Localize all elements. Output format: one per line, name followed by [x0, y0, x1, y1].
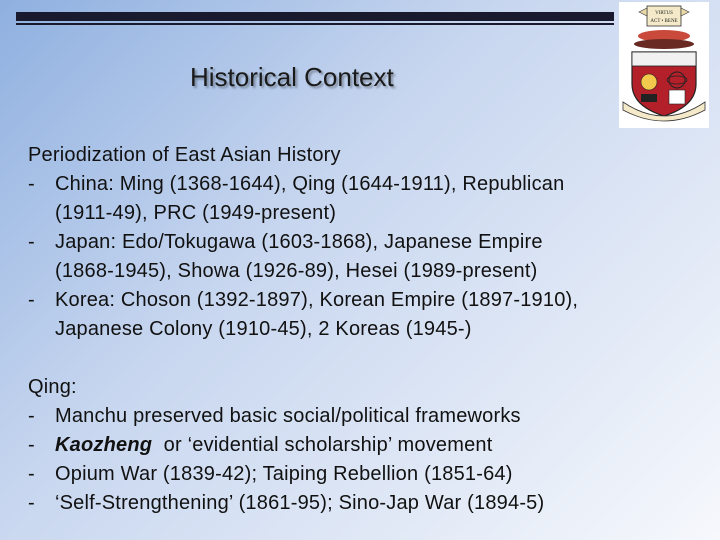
- header-rule-thin: [16, 23, 614, 25]
- bullet-dash: -: [28, 173, 35, 195]
- bullet-dash: -: [28, 289, 35, 311]
- list-item: [28, 402, 708, 431]
- bullet-dash: -: [28, 463, 35, 485]
- section-heading-qing: Qing:: [28, 376, 77, 398]
- list-item-text: Japan: Edo/Tokugawa (1603-1868), Japanese Empire: [55, 231, 543, 253]
- slide-body: [28, 141, 708, 518]
- crest-scroll-text-2: ACT • BENE: [650, 19, 678, 24]
- list-item: [28, 460, 708, 489]
- bullet-dash: -: [28, 492, 35, 514]
- list-item-text: Korea: Choson (1392-1897), Korean Empire (1897-1910),: [55, 289, 579, 311]
- list-item-text: or ‘evidential scholarship’ movement: [152, 434, 493, 456]
- list-item: [28, 286, 708, 344]
- university-crest-logo: [619, 2, 709, 128]
- list-item: [28, 228, 708, 286]
- crest-scroll-text-1: VIRTUS: [655, 11, 673, 16]
- bullet-dash: -: [28, 231, 35, 253]
- list-item-text: China: Ming (1368-1644), Qing (1644-1911), Republican: [55, 173, 565, 195]
- header-rule: [16, 12, 614, 21]
- list-item-continuation: (1868-1945), Showa (1926-89), Hesei (1989-present): [55, 260, 538, 282]
- list-item-continuation: Japanese Colony (1910-45), 2 Koreas (1945-): [55, 318, 472, 340]
- list-item-continuation: (1911-49), PRC (1949-present): [55, 202, 337, 224]
- bullet-dash: -: [28, 405, 35, 427]
- list-item-text: Manchu preserved basic social/political frameworks: [55, 405, 521, 427]
- bullet-dash: -: [28, 434, 35, 456]
- slide-title: Historical Context: [190, 62, 394, 92]
- list-item: [28, 431, 708, 460]
- section-heading-periodization: Periodization of East Asian History: [28, 144, 341, 166]
- list-item: [28, 170, 708, 228]
- list-item-text: ‘Self-Strengthening’ (1861-95); Sino-Jap War (1894-5): [55, 492, 545, 514]
- list-item: [28, 489, 708, 518]
- emphasized-term: Kaozheng: [55, 434, 153, 456]
- list-item-text: Opium War (1839-42); Taiping Rebellion (1851-64): [55, 463, 513, 485]
